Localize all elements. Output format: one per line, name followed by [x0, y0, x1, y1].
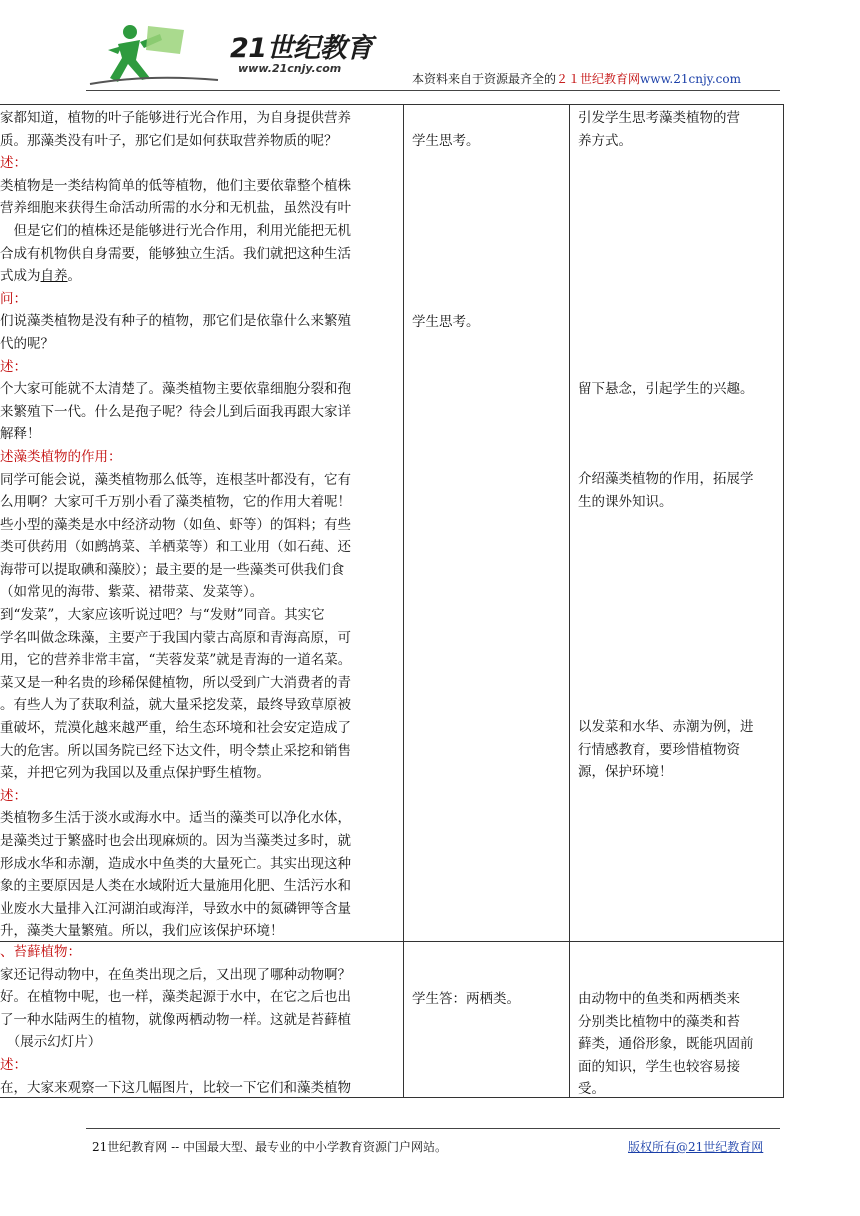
body-text-line [0, 175, 400, 198]
line-text: 家还记得动物中，在鱼类出现之后，又出现了哪种动物啊？ [0, 966, 351, 983]
design-intent-line: 藓类，通俗形象，既能巩固前 [578, 1036, 754, 1053]
design-intent-line: 以发菜和水华、赤潮为例，进 [578, 719, 754, 735]
body-text-line [0, 717, 400, 740]
line-text: 代的呢？ [0, 335, 54, 352]
body-text-line [0, 604, 400, 627]
line-text: 个大家可能就不太清楚了。藻类植物主要依靠细胞分裂和孢 [0, 381, 351, 398]
body-text-line [0, 130, 400, 153]
body-text-line [0, 559, 400, 582]
body-text-line [0, 469, 400, 492]
section-heading [0, 356, 400, 379]
line-text: 述： [0, 1056, 27, 1073]
body-text-line [0, 220, 400, 243]
body-text-line [0, 853, 400, 876]
design-intent-line: 介绍藻类植物的作用，拓展学 [578, 471, 754, 487]
body-text-line [0, 1031, 400, 1054]
logo-url: www.21cnjy.com [238, 62, 342, 75]
line-text: 升，藻类大量繁殖。所以，我们应该保护环境！ [0, 923, 284, 940]
line-text: 述： [0, 358, 27, 375]
line-text: 来繁殖下一代。什么是孢子呢？待会儿到后面我再跟大家详 [0, 403, 351, 420]
body-text-line [0, 243, 400, 266]
footer-divider [86, 1128, 780, 1129]
body-text-line [0, 762, 400, 785]
line-text: 好。在植物中呢，也一样，藻类起源于水中，在它之后也出 [0, 989, 351, 1006]
line-text: 么用啊？大家可千万别小看了藻类植物，它的作用大着呢！ [0, 494, 351, 511]
section-heading [0, 785, 400, 808]
body-text-line [0, 423, 400, 446]
line-text: 。有些人为了获取利益，就大量采挖发菜，最终导致草原被 [0, 697, 351, 714]
line-text: 菜，并把它列为我国以及重点保护野生植物。 [0, 765, 270, 782]
line-text: 家都知道，植物的叶子能够进行光合作用，为自身提供营养 [0, 110, 351, 126]
design-intent-a [578, 107, 776, 152]
line-text: 述： [0, 787, 27, 804]
body-text-line [0, 740, 400, 763]
table-top-border [0, 104, 784, 105]
line-text: 述： [0, 155, 27, 172]
body-text-line [0, 310, 400, 333]
line-text: 类植物多生活于淡水或海水中。适当的藻类可以净化水体， [0, 810, 351, 827]
header-note-brand: ２１世纪教育网 [556, 72, 641, 86]
teacher-activity-cell-2 [0, 941, 400, 1099]
body-text-line [0, 830, 400, 853]
underlined-term: 自养 [40, 268, 68, 285]
line-text: 重破坏，荒漠化越来越严重，给生态环境和社会安定造成了 [0, 720, 351, 737]
body-text-line [0, 536, 400, 559]
body-text-line [0, 1009, 400, 1032]
body-text-line [0, 514, 400, 537]
body-text-line [0, 265, 400, 288]
line-text-tail: 。 [67, 268, 81, 285]
header-divider [86, 90, 780, 91]
line-text: 在，大家来观察一下这几幅图片，比较一下它们和藻类植物 [0, 1079, 351, 1096]
table-right-border [783, 104, 784, 1098]
line-text: （如常见的海带、紫菜、裙带菜、发菜等）。 [0, 584, 264, 601]
table-col-divider-2 [569, 104, 570, 1098]
student-activity-text: 学生答：两栖类。 [412, 991, 520, 1007]
design-intent-c [578, 468, 776, 513]
design-intent-line: 分别类比植物中的藻类和苔 [578, 1013, 740, 1030]
line-text: 了一种水陆两生的植物，就像两栖动物一样。这就是苔藓植 [0, 1011, 351, 1028]
student-activity-text: 学生思考。 [412, 133, 480, 149]
body-text-line [0, 107, 400, 130]
body-text-line [0, 672, 400, 695]
design-intent-line: 引发学生思考藻类植物的营 [578, 110, 740, 126]
line-text: 类可供药用（如鹧鸪菜、羊栖菜等）和工业用（如石莼、还 [0, 539, 351, 556]
teacher-activity-cell-1 [0, 107, 400, 943]
body-text-line [0, 401, 400, 424]
body-text-line [0, 649, 400, 672]
line-text: 、苔藓植物： [0, 944, 81, 960]
line-text: 形成水华和赤潮，造成水中鱼类的大量死亡。其实出现这种 [0, 855, 351, 872]
line-text: 海带可以提取碘和藻胶）；最主要的是一些藻类可供我们食 [0, 561, 345, 578]
body-text-line [0, 378, 400, 401]
line-text: 用，它的营养非常丰富，“芙蓉发菜”就是青海的一道名菜。 [0, 652, 352, 669]
student-activity-b [412, 311, 562, 334]
site-logo [88, 20, 373, 88]
logo-wordmark: 21世纪教育 [230, 33, 373, 64]
body-text-line [0, 807, 400, 830]
body-text-line [0, 898, 400, 921]
footer-copyright-link[interactable]: 版权所有@21世纪教育网 [628, 1140, 764, 1154]
line-text: （展示幻灯片） [0, 1034, 102, 1051]
section-heading [0, 446, 400, 469]
line-text: 同学可能会说，藻类植物那么低等，连根茎叶都没有，它有 [0, 471, 351, 488]
design-intent-line: 行情感教育，要珍惜植物资 [578, 741, 740, 758]
table-col-divider-1 [403, 104, 404, 1098]
design-intent-d [578, 716, 776, 784]
design-intent-line: 源，保护环境！ [578, 764, 673, 781]
design-intent-line: 养方式。 [578, 132, 632, 149]
header-note [412, 70, 741, 87]
body-text-line [0, 333, 400, 356]
section-heading [0, 1054, 400, 1077]
design-intent-line: 由动物中的鱼类和两栖类来 [578, 991, 740, 1007]
body-text-line [0, 986, 400, 1009]
header-note-url[interactable]: www.21cnjy.com [640, 72, 741, 86]
student-activity-text: 学生思考。 [412, 314, 480, 330]
body-text-line [0, 964, 400, 987]
line-text: 问： [0, 290, 27, 307]
header-note-prefix: 本资料来自于资源最齐全的 [412, 72, 557, 86]
body-text-line [0, 875, 400, 898]
footer-tagline: 21世纪教育网 -- 中国最大型、最专业的中小学教育资源门户网站。 [92, 1140, 448, 1154]
runner-logo-icon [88, 20, 228, 88]
body-text-line [0, 581, 400, 604]
line-text: 类植物是一类结构简单的低等植物，他们主要依靠整个植株 [0, 177, 351, 194]
line-text: 业废水大量排入江河湖泊或海洋，导致水中的氮磷钾等含量 [0, 900, 351, 917]
section-heading [0, 941, 400, 964]
body-text-line [0, 197, 400, 220]
section-heading [0, 152, 400, 175]
line-text: 是藻类过于繁盛时也会出现麻烦的。因为当藻类过多时，就 [0, 833, 351, 849]
body-text-line [0, 920, 400, 943]
line-text: 式成为 [0, 268, 41, 285]
line-text: 象的主要原因是人类在水域附近大量施用化肥、生活污水和 [0, 878, 351, 895]
section-heading [0, 288, 400, 311]
line-text: 们说藻类植物是没有种子的植物，那它们是依靠什么来繁殖 [0, 313, 351, 330]
student-activity-c [412, 988, 562, 1011]
student-activity-a [412, 130, 562, 153]
body-text-line [0, 1077, 400, 1100]
design-intent-line: 受。 [578, 1081, 605, 1098]
lesson-table [0, 104, 784, 1098]
line-text: 解释！ [0, 426, 41, 443]
design-intent-line: 生的课外知识。 [578, 493, 673, 510]
body-text-line [0, 627, 400, 650]
line-text: 质。那藻类没有叶子，那它们是如何获取营养物质的呢？ [0, 132, 338, 149]
line-text: 些小型的藻类是水中经济动物（如鱼、虾等）的饵料；有些 [0, 516, 351, 533]
design-intent-line: 留下悬念，引起学生的兴趣。 [578, 381, 754, 397]
line-text: 合成有机物供自身需要，能够独立生活。我们就把这种生活 [0, 245, 351, 262]
line-text: 到“发菜”，大家应该听说过吧？与“发财”同音。其实它 [0, 607, 325, 624]
body-text-line [0, 694, 400, 717]
body-text-line [0, 491, 400, 514]
line-text: 营养细胞来获得生命活动所需的水分和无机盐，虽然没有叶 [0, 200, 351, 217]
line-text: 大的危害。所以国务院已经下达文件，明令禁止采挖和销售 [0, 742, 351, 759]
line-text: 菜又是一种名贵的珍稀保健植物，所以受到广大消费者的青 [0, 674, 351, 691]
design-intent-line: 面的知识，学生也较容易接 [578, 1058, 740, 1075]
line-text: 述藻类植物的作用： [0, 448, 122, 465]
line-text: 但是它们的植株还是能够进行光合作用，利用光能把无机 [0, 222, 351, 239]
design-intent-b [578, 378, 776, 401]
line-text: 学名叫做念珠藻，主要产于我国内蒙古高原和青海高原，可 [0, 629, 351, 646]
design-intent-e [578, 988, 776, 1101]
